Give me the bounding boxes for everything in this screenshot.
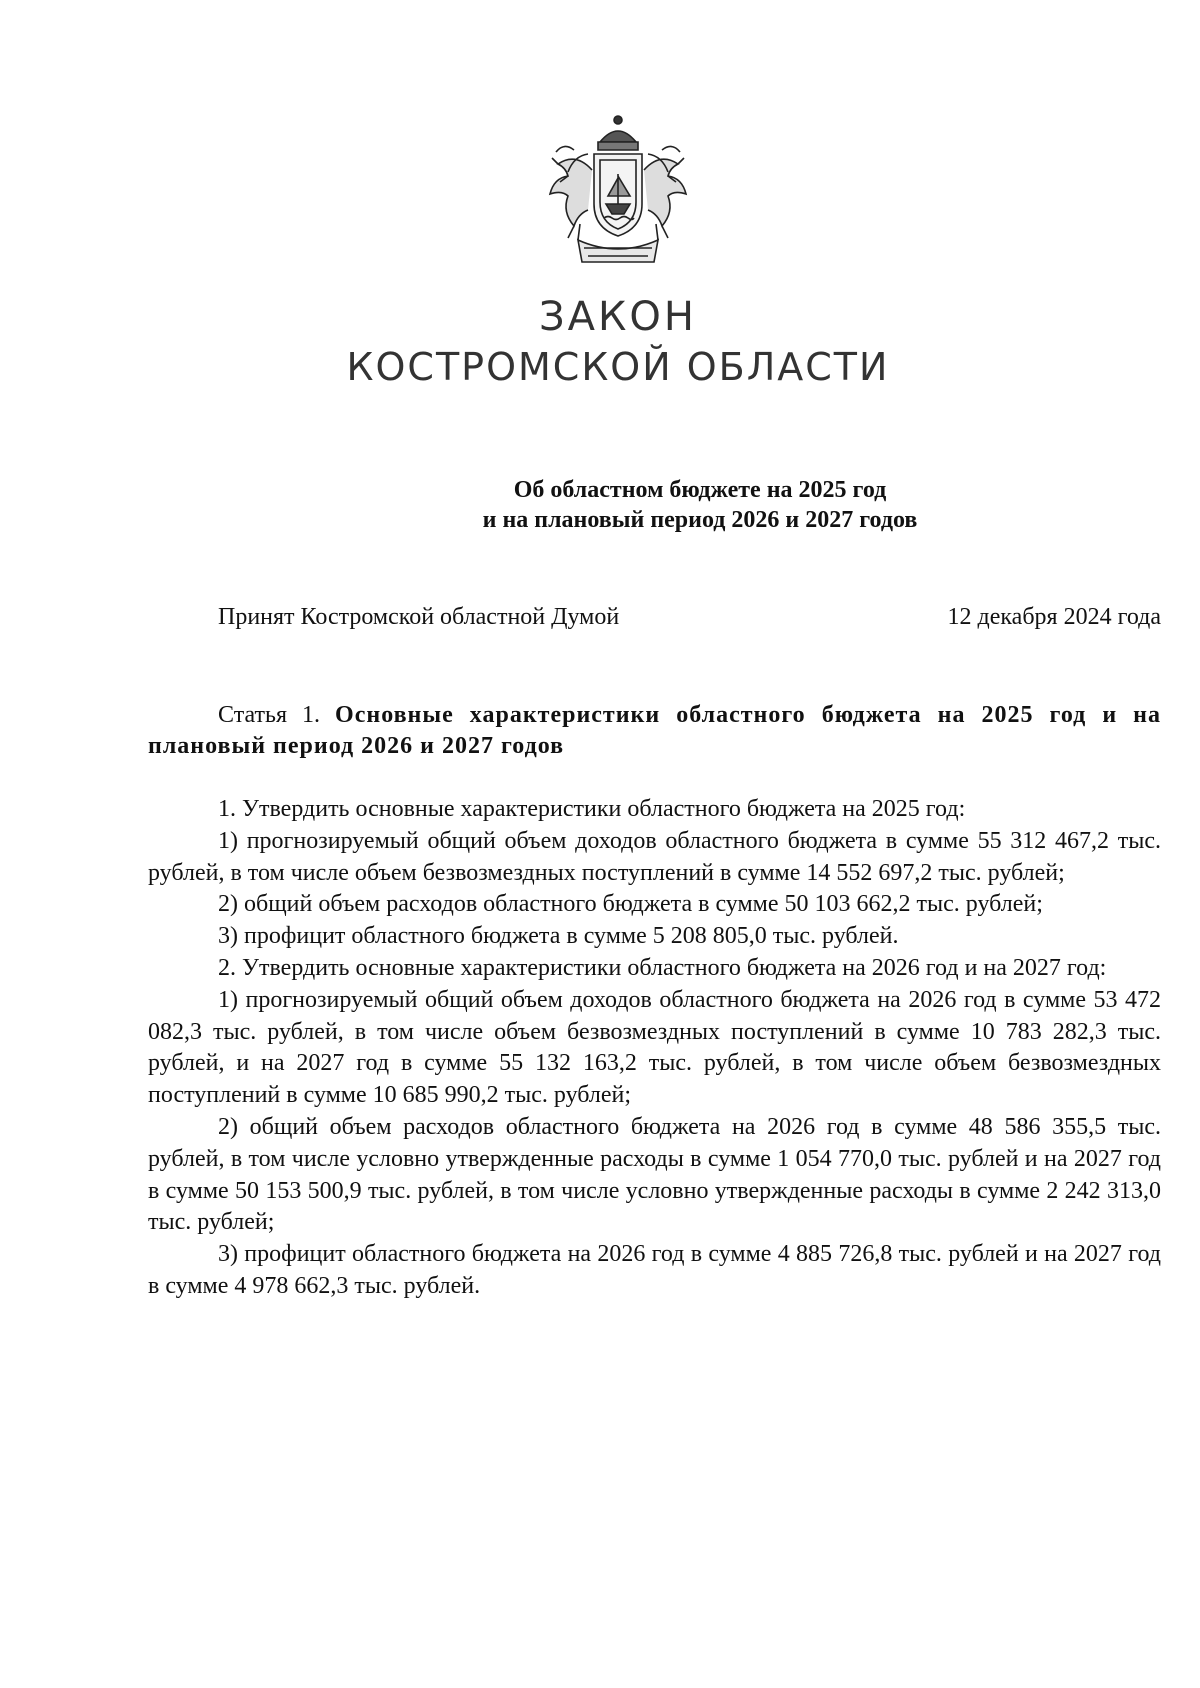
law-heading: ЗАКОН xyxy=(539,294,697,340)
paragraph: 1. Утвердить основные характеристики областного бюджета на 2025 год: xyxy=(218,796,966,822)
region-heading: КОСТРОМСКОЙ ОБЛАСТИ xyxy=(346,345,890,389)
law-subject xyxy=(300,475,1100,535)
article-label: Статья 1. xyxy=(218,702,321,728)
article-body xyxy=(148,794,1161,1303)
article-heading xyxy=(148,700,1161,762)
adopted-by: Принят Костромской областной Думой xyxy=(218,604,620,630)
subject-line-1: Об областном бюджете на 2025 год xyxy=(513,477,887,503)
paragraph: 3) профицит областного бюджета на 2026 год в сумме 4 885 726,8 тыс. рублей и на 2027 год в сумме 4 978 662,3 тыс. рублей. xyxy=(148,1241,1161,1299)
coat-of-arms-icon xyxy=(528,112,708,272)
article-title: Основные характеристики областного бюджета на 2025 год и на плановый период 2026 и 2027 годов xyxy=(148,702,1162,759)
paragraph: 1) прогнозируемый общий объем доходов областного бюджета на 2026 год в сумме 53 472 082,3 тыс. рублей, в том числе объем безвозмездных поступлений в сумме 10 783 282,3 тыс. рублей, и на 2027 год в сумме 55 132 163,2 тыс. рублей, в том числе объем безвозмездных поступлений в сумме 10 685 990,2 тыс. рублей; xyxy=(148,986,1161,1109)
adoption-date: 12 декабря 2024 года xyxy=(947,604,1161,630)
paragraph: 3) профицит областного бюджета в сумме 5 208 805,0 тыс. рублей. xyxy=(218,923,899,950)
law-title xyxy=(0,292,1200,392)
paragraph: 2. Утвердить основные характеристики областного бюджета на 2026 год и на 2027 год: xyxy=(218,954,1107,981)
subject-line-2: и на плановый период 2026 и 2027 годов xyxy=(482,507,918,533)
paragraph: 2) общий объем расходов областного бюджета на 2026 год в сумме 48 586 355,5 тыс. рублей, в том числе условно утвержденные расходы в сумме 1 054 770,0 тыс. рублей и на 2027 год в сумме 50 153 500,9 тыс. рублей, в том числе условно утвержденные расходы в сумме 2 242 313,0 тыс. рублей; xyxy=(148,1113,1161,1236)
paragraph: 2) общий объем расходов областного бюджета в сумме 50 103 662,2 тыс. рублей; xyxy=(218,891,1043,918)
paragraph: 1) прогнозируемый общий объем доходов областного бюджета в сумме 55 312 467,2 тыс. рублей, в том числе объем безвозмездных поступлений в сумме 14 552 697,2 тыс. рублей; xyxy=(148,827,1161,886)
